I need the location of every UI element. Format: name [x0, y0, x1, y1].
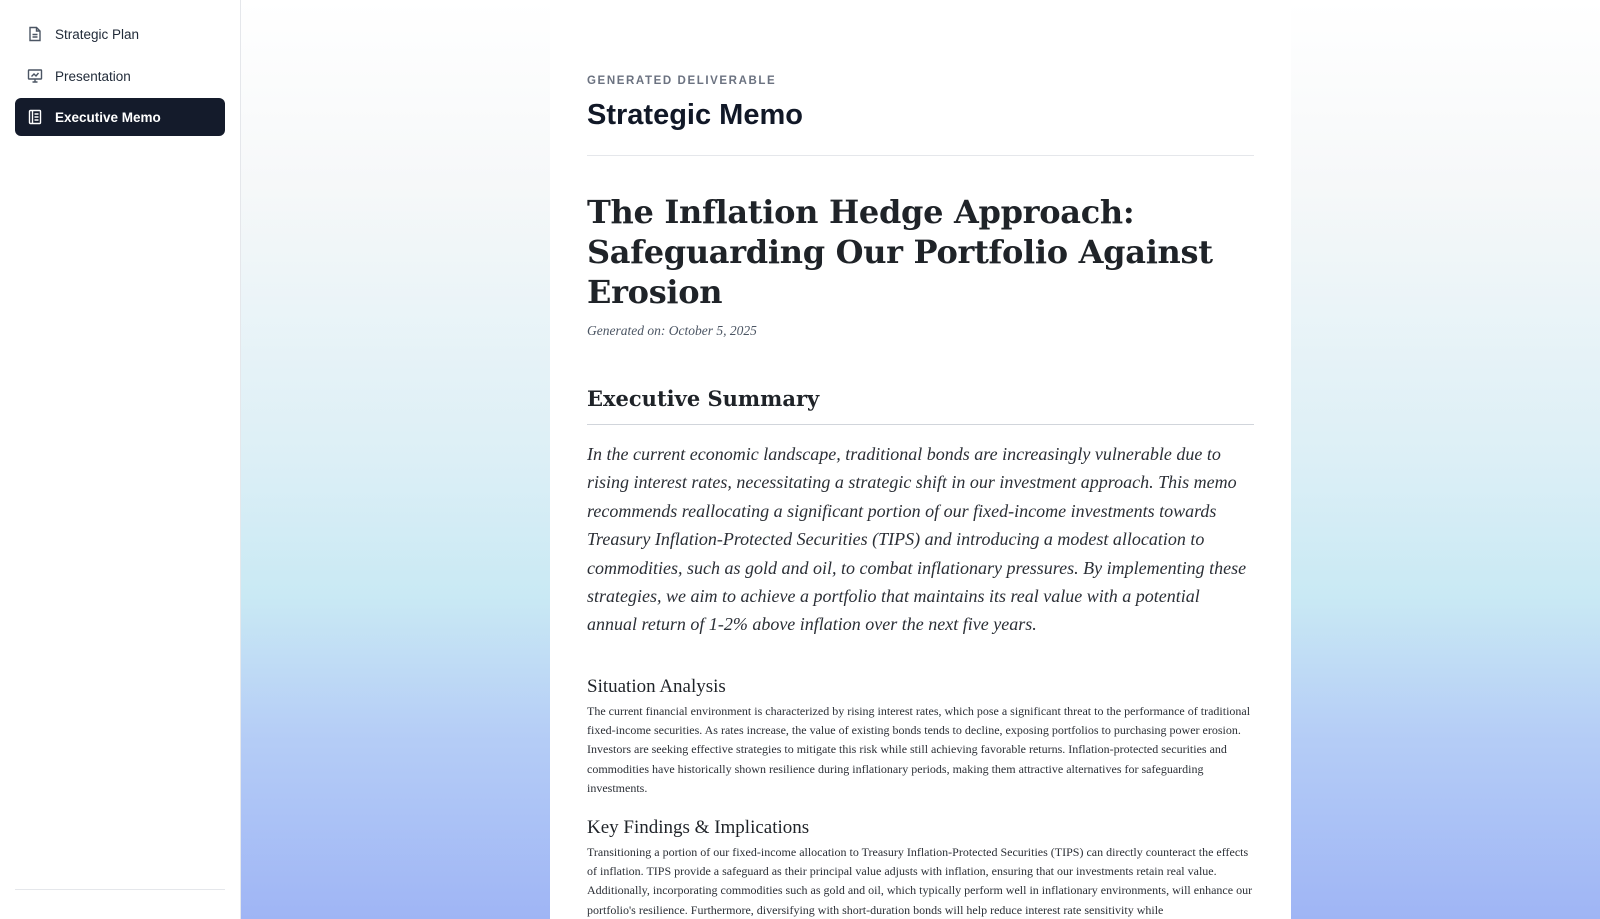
key-findings-heading: Key Findings & Implications: [587, 817, 810, 838]
main-area[interactable]: [241, 0, 1600, 919]
sidebar-item-label: Strategic Plan: [55, 26, 140, 42]
page-title: Strategic Memo: [587, 99, 803, 131]
memo-icon: [27, 109, 43, 125]
presentation-icon: [27, 68, 43, 84]
sidebar-item-label: Presentation: [55, 68, 131, 84]
sidebar-item-presentation[interactable]: [15, 57, 225, 95]
document-icon: [27, 26, 43, 42]
executive-summary-body: In the current economic landscape, traditional bonds are increasingly vulnerable due to rising interest rates, necessitating a strategic shift in our investment approach. This memo recommends reallocating a significant portion of our fixed-income investments towards Treasury Inflation-Protected Securities (TIPS) and introducing a modest allocation to commodities, such as gold and oil, to combat inflationary pressures. By implementing these strategies, we aim to achieve a portfolio that maintains its real value with a potential annual return of 1-2% above inflation over the next five years.: [587, 444, 1247, 635]
sidebar: [0, 0, 241, 919]
sidebar-item-executive-memo[interactable]: [15, 98, 225, 136]
document-eyebrow: GENERATED DELIVERABLE: [587, 75, 777, 87]
key-findings-body: Transitioning a portion of our fixed-income allocation to Treasury Inflation-Protected Securities (TIPS) can directly counteract the effects of inflation. TIPS provide a safeguard as their principal value adjusts with inflation, ensuring that our investments retain real value. Additionally, incorporating commodities such as gold and oil, which typically perform well in inflationary environments, will enhance our portfolio's resilience. Furthermore, diversifying with short-duration bonds will help reduce interest rate sensitivity while: [587, 845, 1253, 917]
section-divider: [587, 424, 1254, 425]
sidebar-item-strategic-plan[interactable]: [15, 15, 225, 53]
generated-date: Generated on: October 5, 2025: [587, 323, 757, 338]
executive-summary-heading: Executive Summary: [587, 386, 820, 411]
sidebar-divider: [15, 889, 225, 890]
situation-analysis-heading: Situation Analysis: [587, 676, 726, 697]
document-paper[interactable]: [550, 0, 1291, 919]
memo-title: The Inflation Hedge Approach: Safeguarding Our Portfolio Against Erosion: [587, 193, 1213, 311]
sidebar-item-label: Executive Memo: [55, 109, 161, 125]
situation-analysis-body: The current financial environment is characterized by rising interest rates, which pose a significant threat to the performance of traditional fixed-income securities. As rates increase, the value of existing bonds tends to decline, exposing portfolios to purchasing power erosion. Investors are seeking effective strategies to mitigate this risk while still achieving favorable returns. Inflation-protected securities and commodities have historically shown resilience during inflationary periods, making them attractive alternatives for safeguarding investments.: [587, 704, 1251, 795]
title-divider: [587, 155, 1254, 156]
